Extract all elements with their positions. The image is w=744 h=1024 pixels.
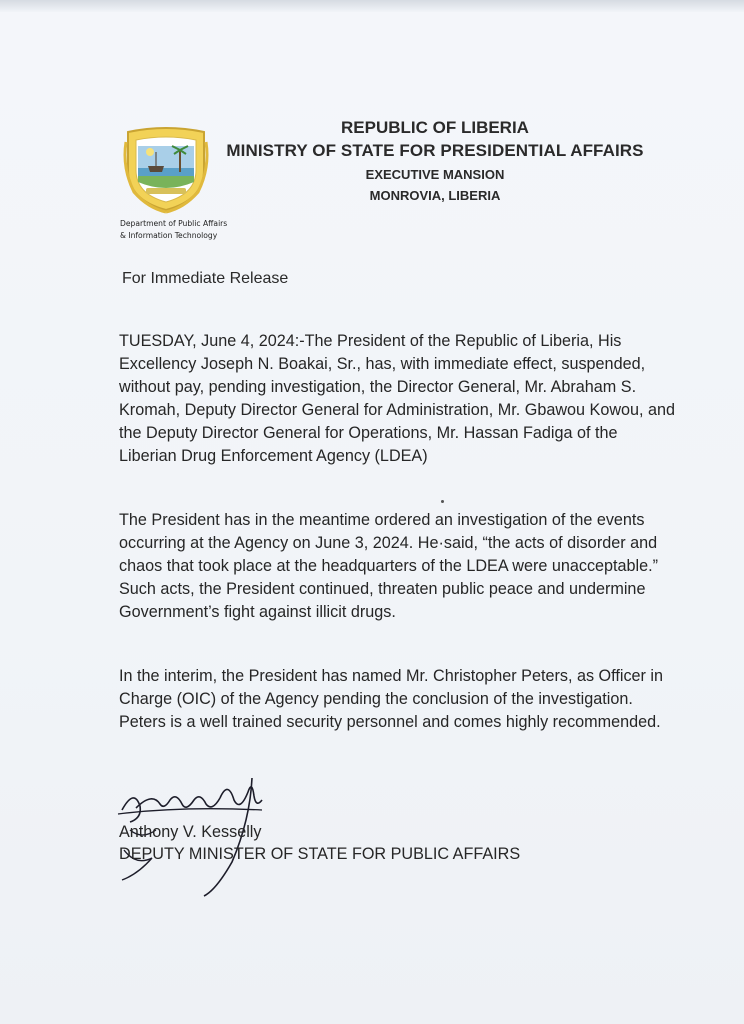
body-paragraph: In the interim, the President has named Mr. Christopher Peters, as Officer in Charge (OIC) of the Agency pending the conclusion of the investigation. Peters is a well trained security personnel and comes highly recommended. [119,667,664,731]
letterhead-city: MONROVIA, LIBERIA [369,188,501,203]
department-line-2: & Information Technology [120,231,218,240]
stray-mark [441,500,444,503]
coat-of-arms-seal-icon [120,122,212,214]
letterhead-country: REPUBLIC OF LIBERIA [341,118,529,137]
department-name [118,218,228,242]
letterhead [200,116,670,206]
department-line-1: Department of Public Affairs [120,219,228,228]
body-paragraph: The President has in the meantime ordered an investigation of the events occurring at the Agency on June 3, 2024. He·said, “the acts of disorder and chaos that took place at the headquarters of the LDEA were unacceptable.” Such acts, the President continued, threaten public peace and undermine Government’s fight against illicit drugs. [119,511,659,621]
page-top-edge [0,0,744,12]
signatory-name: Anthony V. Kesselly [119,823,262,841]
signatory-title: DEPUTY MINISTER OF STATE FOR PUBLIC AFFAIRS [119,845,521,863]
letterhead-ministry: MINISTRY OF STATE FOR PRESIDENTIAL AFFAIRS [226,141,644,160]
body-paragraph: TUESDAY, June 4, 2024:-The President of the Republic of Liberia, His Excellency Joseph N. Boakai, Sr., has, with immediate effect, suspended, without pay, pending investigation, the Director General, Mr. Abraham S. Kromah, Deputy Director General for Administration, Mr. Gbawou Kowou, and the Deputy Director General for Operations, Mr. Hassan Fadiga of the Liberian Drug Enforcement Agency (LDEA) [119,332,676,465]
letterhead-office: EXECUTIVE MANSION [365,167,505,182]
release-label: For Immediate Release [122,270,289,287]
